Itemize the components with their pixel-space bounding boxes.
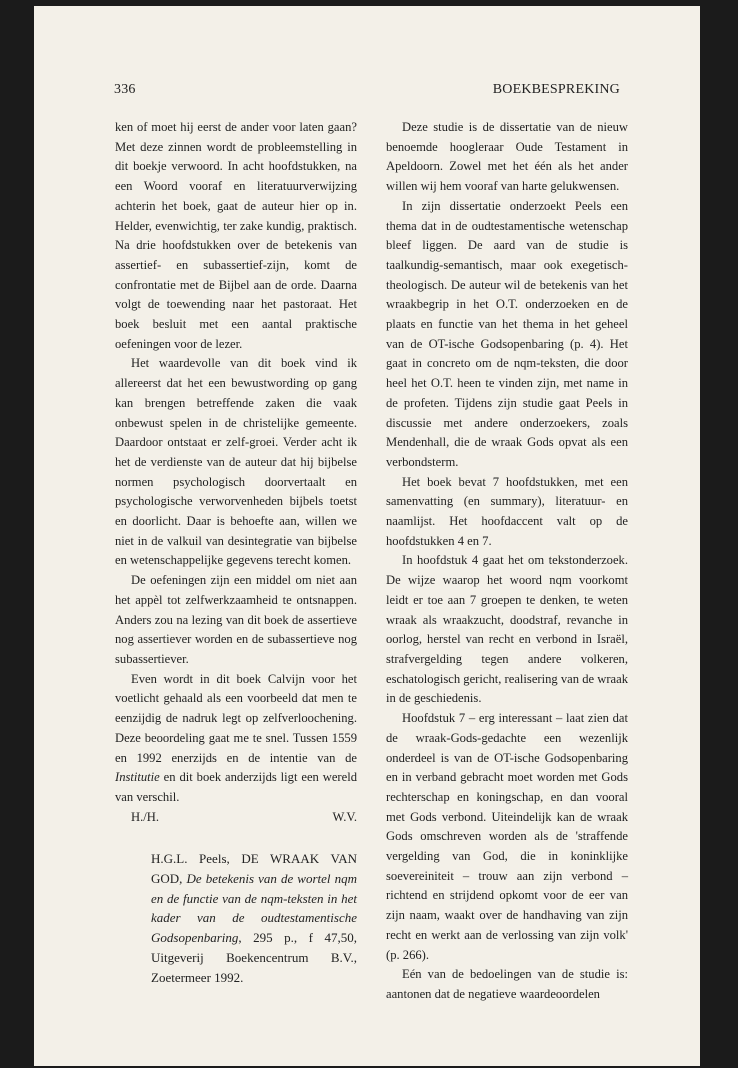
calvin-paragraph — [115, 670, 357, 808]
signoff-place: H./H. — [131, 809, 159, 824]
book-details: , 295 p., f 47,50, Uitgeverij Boekencentrum B.V., Zoetermeer 1992. — [151, 930, 357, 985]
book-author-title: H.G.L. Peels, DE WRAAK VAN GOD, — [151, 851, 357, 887]
page-number: 336 — [114, 82, 136, 97]
text-run: en dit boek anderzijds ligt een wereld van verschil. — [115, 770, 357, 804]
left-column — [115, 118, 357, 987]
paragraph: Hoofdstuk 7 – erg interessant – laat zien dat de wraak-Gods-gedachte een wezenlijk onderdeel is van de OT-ische Godsopenbaring en in verband gebracht moet worden met Gods rechterschap en koningschap, en dan vooral met Gods verbond. Uiteindelijk kan de wraak Gods omschreven worden als de 'straffende vergelding van God, die in koninklijke soevereiniteit – trouw aan zijn verbond – richtend en strijdend opkomt voor de eer van zijn naam, waakt over de handhaving van zijn recht en werkt aan de verlossing van zijn volk' (p. 266). — [386, 711, 628, 962]
paragraph: De oefeningen zijn een middel om niet aan het appèl tot zelfwerkzaamheid te ontsnappen. Anders zou na lezing van dit boek de assertieve nog assertiever worden en de subassertieve nog subassertiever. — [115, 573, 357, 666]
paragraph: ken of moet hij eerst de ander voor laten gaan? Met deze zinnen wordt de probleemstelling in dit boekje verwoord. In acht hoofdstukken, na een Woord vooraf en literatuurverwijzing achterin het boek, gaat de auteur hier op in. Helder, evenwichtig, ter zake kundig, praktisch. Na drie hoofdstukken over de betekenis van assertief- en subassertief-zijn, komt de confrontatie met de Bijbel aan de orde. Daarna volgt de toewending naar het pastoraat. Het boek besluit met een aantal praktische oefeningen voor de lezer. — [115, 120, 357, 351]
book-subtitle: De betekenis van de wortel nqm en de functie van de nqm-teksten in het kader van de oudtestamentische Godsopenbaring — [151, 871, 357, 946]
signoff-initials: W.V. — [332, 809, 357, 824]
text-run: Even wordt in dit boek Calvijn voor het voetlicht gehaald als een voorbeeld dat men te eenzijdig de nadruk legt op zelfverloochening. Deze beoordeling gaat me te snel. Tussen 1559 en 1992 enerzijds en de intentie van de — [115, 671, 357, 765]
paragraph: Eén van de bedoelingen van de studie is: aantonen dat de negatieve waardeoordelen — [386, 967, 628, 1001]
book-page — [34, 6, 700, 1066]
signoff — [115, 808, 357, 828]
paragraph: In hoofdstuk 4 gaat het om tekstonderzoek. De wijze waarop het woord nqm voorkomt leidt er toe aan 7 groepen te denken, te weten wraak als wraakzucht, doodstraf, revanche in oorlog, herstel van recht en verbond in Israël, strafvergelding tegen andere volkeren, eschatologisch gericht, realisering van de wraak in de geschiedenis. — [386, 553, 628, 706]
italic-title: Institutie — [115, 770, 160, 785]
paragraph: Het boek bevat 7 hoofdstukken, met een samenvatting (en summary), literatuur- en naamlijst. Het hoofdaccent valt op de hoofdstukken 4 en 7. — [386, 474, 628, 548]
section-title: BOEKBESPREKING — [492, 82, 620, 97]
right-column — [386, 118, 628, 1005]
paragraph: In zijn dissertatie onderzoekt Peels een thema dat in de oudtestamentische wetenschap bleef liggen. De aard van de studie is taalkundig-semantisch, maar ook exegetisch-theologisch. De auteur wil de betekenis van het wraakbegrip in het O.T. onderzoeken en de plaats en functie van het thema in het geheel van de OT-ische Godsopenbaring (p. 4). Het gaat in concreto om de nqm-teksten, die door heel het O.T. heen te vinden zijn, met name in de profeten. Tijdens zijn studie gaat Peels in discussie met andere onderzoekers, zoals Mendenhall, die de wraak Gods opvat als een verbondsterm. — [386, 198, 628, 469]
paragraph: Het waardevolle van dit boek vind ik allereerst dat het een bewustwording op gang kan brengen betreffende zaken die vaak onbewust spelen in de christelijke gemeente. Daardoor ontstaat er zelf-groei. Verder acht ik het de verdienste van de auteur dat hij bijbelse normen psychologisch doorvertaalt en psychologische verworvenheden bijbels toetst en doorlicht. Daar is behoefte aan, willen we niet in de valkuil van desintegratie van bijbelse en wetenschappelijke gegevens terecht komen. — [115, 356, 357, 568]
paragraph: Deze studie is de dissertatie van de nieuw benoemde hoogleraar Oude Testament in Apeldoorn. Zowel met het één als het ander willen wij hem vooraf van harte gelukwensen. — [386, 120, 628, 194]
book-reference — [151, 849, 357, 987]
